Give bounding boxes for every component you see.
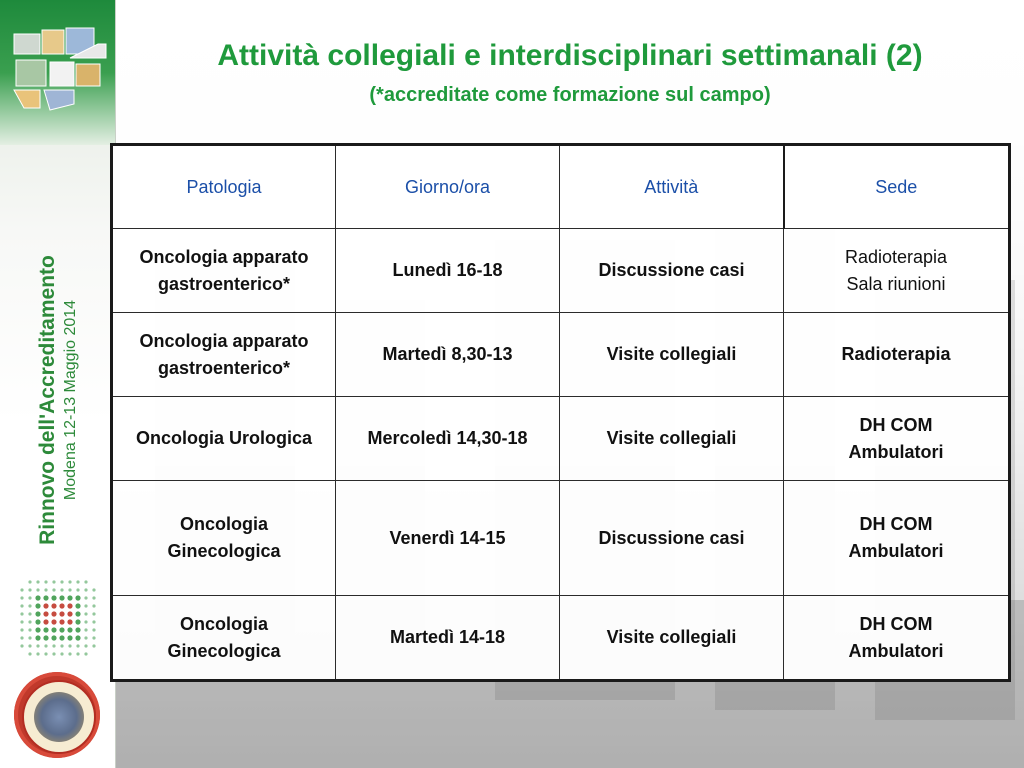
dot	[51, 627, 56, 632]
dot	[68, 588, 71, 591]
cell-text: Oncologia	[179, 514, 268, 534]
dot	[28, 612, 31, 615]
dot	[84, 620, 87, 623]
dot	[75, 603, 80, 608]
cell-giorno: Venerdì 14-15	[336, 481, 560, 596]
dot	[60, 644, 63, 647]
dot	[28, 652, 31, 655]
cell-text: DH COM	[859, 613, 933, 634]
dot	[67, 627, 72, 632]
dot	[84, 644, 87, 647]
dot	[60, 652, 63, 655]
dot	[28, 644, 31, 647]
cell-sede	[784, 397, 1010, 481]
dot	[59, 603, 64, 608]
dot	[20, 644, 23, 647]
cell-text: Ginecologica	[167, 640, 281, 661]
university-seal	[14, 672, 100, 758]
cell-patologia	[112, 313, 336, 397]
dot	[43, 603, 48, 608]
dot	[28, 588, 31, 591]
dot	[52, 588, 55, 591]
dot	[92, 604, 95, 607]
dot	[59, 635, 64, 640]
dot	[51, 595, 56, 600]
dot	[84, 652, 87, 655]
sidebar-vertical-caption	[35, 255, 81, 545]
cell-patologia	[112, 397, 336, 481]
dot	[59, 611, 64, 616]
dot	[92, 620, 95, 623]
cell-text: Ambulatori	[848, 541, 944, 561]
dot	[68, 580, 71, 583]
dot	[28, 620, 31, 623]
table-row	[112, 229, 1010, 313]
dot	[75, 611, 80, 616]
column-header-attivita: Attività	[560, 145, 784, 229]
dot	[36, 652, 39, 655]
dot	[60, 580, 63, 583]
dot	[44, 644, 47, 647]
cell-attivita: Discussione casi	[560, 481, 784, 596]
sidebar	[0, 0, 116, 768]
cell-text: Oncologia apparato	[139, 330, 309, 351]
dot	[59, 627, 64, 632]
cell-sede	[784, 596, 1010, 681]
cell-text: Ambulatori	[848, 640, 944, 661]
dot	[67, 619, 72, 624]
event-date: Modena 12-13 Maggio 2014	[62, 299, 79, 501]
dot	[76, 652, 79, 655]
table-row	[112, 313, 1010, 397]
dot	[76, 644, 79, 647]
cell-text: DH COM	[859, 414, 933, 435]
cell-sede	[784, 481, 1010, 596]
dot	[59, 619, 64, 624]
dot	[20, 604, 23, 607]
dot	[51, 603, 56, 608]
dot	[20, 612, 23, 615]
cell-text: gastroenterico*	[157, 357, 291, 378]
dot	[52, 580, 55, 583]
dot	[20, 588, 23, 591]
dot	[51, 611, 56, 616]
dot	[84, 636, 87, 639]
dot	[35, 595, 40, 600]
dot	[36, 588, 39, 591]
dot	[35, 603, 40, 608]
dot	[92, 628, 95, 631]
table-row	[112, 397, 1010, 481]
cell-text: Radioterapia	[841, 344, 951, 364]
cell-sede	[784, 229, 1010, 313]
cell-patologia	[112, 229, 336, 313]
table-header-row	[112, 145, 1010, 229]
dot	[84, 612, 87, 615]
dot	[43, 611, 48, 616]
column-header-giorno: Giorno/ora	[336, 145, 560, 229]
dot	[92, 644, 95, 647]
dot	[92, 636, 95, 639]
dot	[92, 588, 95, 591]
dot	[92, 596, 95, 599]
dot	[75, 619, 80, 624]
page-title: Attività collegiali e interdisciplinari settimanali (2)	[217, 39, 923, 72]
cell-text: Oncologia Urologica	[135, 428, 313, 448]
dot-pattern-icon	[18, 578, 98, 658]
table-row	[112, 596, 1010, 681]
dot	[75, 595, 80, 600]
dot	[59, 595, 64, 600]
dot	[36, 580, 39, 583]
dot	[35, 627, 40, 632]
cell-text: Ginecologica	[167, 541, 281, 561]
dot	[28, 580, 31, 583]
page-subtitle: (*accreditate come formazione sul campo)	[369, 84, 771, 106]
dot	[28, 604, 31, 607]
cell-giorno: Mercoledì 14,30-18	[336, 397, 560, 481]
dot	[28, 636, 31, 639]
dot	[84, 604, 87, 607]
cell-attivita: Discussione casi	[560, 229, 784, 313]
dot	[44, 652, 47, 655]
dot	[28, 628, 31, 631]
dot	[60, 588, 63, 591]
dot	[35, 635, 40, 640]
cell-text: DH COM	[859, 514, 933, 534]
cell-giorno: Martedì 8,30-13	[336, 313, 560, 397]
dot	[28, 596, 31, 599]
dot	[68, 652, 71, 655]
dot	[43, 619, 48, 624]
dot	[84, 580, 87, 583]
dot	[44, 580, 47, 583]
cell-text: Oncologia apparato	[139, 246, 309, 267]
cell-text: Oncologia	[179, 613, 268, 634]
table-row	[112, 481, 1010, 596]
dot	[68, 644, 71, 647]
dot	[52, 644, 55, 647]
dot	[76, 588, 79, 591]
cell-patologia	[112, 596, 336, 681]
cell-attivita: Visite collegiali	[560, 596, 784, 681]
cell-text: Ambulatori	[848, 441, 944, 462]
dot	[43, 635, 48, 640]
dot	[84, 596, 87, 599]
cell-sede	[784, 313, 1010, 397]
interlocking-arrows-logo	[10, 24, 110, 114]
dot	[84, 628, 87, 631]
schedule-table	[110, 143, 1011, 682]
dot	[44, 588, 47, 591]
dot	[36, 644, 39, 647]
dot	[20, 620, 23, 623]
cell-text: Radioterapia	[844, 246, 948, 267]
cell-attivita: Visite collegiali	[560, 397, 784, 481]
column-header-sede: Sede	[784, 145, 1010, 229]
dot	[67, 635, 72, 640]
dot	[20, 596, 23, 599]
dot	[67, 611, 72, 616]
dot	[43, 595, 48, 600]
dot	[76, 580, 79, 583]
cell-text: Sala riunioni	[846, 273, 946, 294]
dot	[51, 635, 56, 640]
cell-attivita: Visite collegiali	[560, 313, 784, 397]
dot	[92, 612, 95, 615]
dot	[67, 595, 72, 600]
cell-patologia	[112, 481, 336, 596]
cell-giorno: Lunedì 16-18	[336, 229, 560, 313]
dot	[20, 636, 23, 639]
dot	[20, 628, 23, 631]
column-header-patologia: Patologia	[112, 145, 336, 229]
cell-text: gastroenterico*	[157, 273, 291, 294]
dot	[35, 611, 40, 616]
dot	[52, 652, 55, 655]
dot	[75, 627, 80, 632]
dot	[43, 627, 48, 632]
dot	[67, 603, 72, 608]
dot	[84, 588, 87, 591]
dot	[75, 635, 80, 640]
dot	[35, 619, 40, 624]
dot	[51, 619, 56, 624]
event-title: Rinnovo dell'Accreditamento	[36, 255, 59, 545]
cell-giorno: Martedì 14-18	[336, 596, 560, 681]
